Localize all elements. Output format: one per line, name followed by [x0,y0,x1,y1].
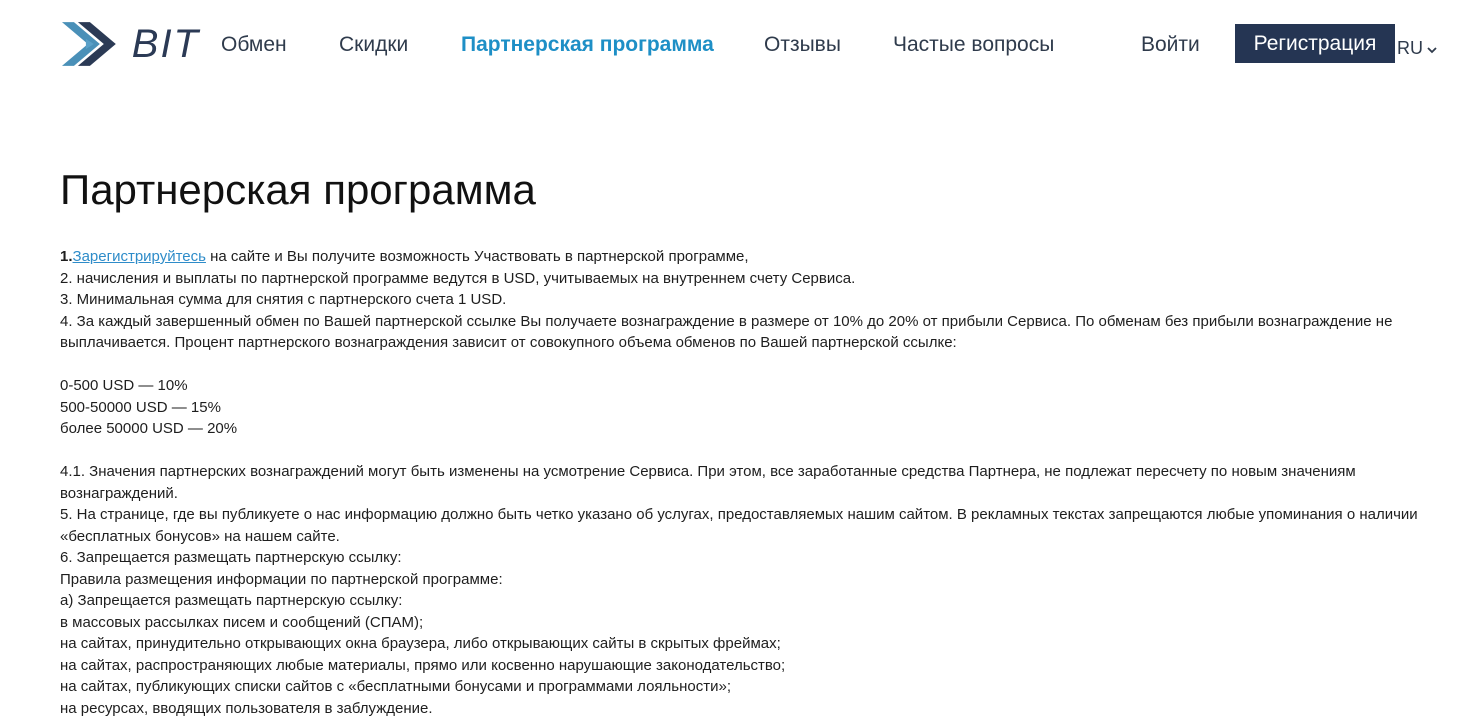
tier-item: 0-500 USD — 10% [60,377,188,394]
register-link[interactable]: Зарегистрируйтесь [72,248,206,265]
paragraph-1 [60,246,1455,268]
paragraph-1-text: на сайте и Вы получите возможность Участвовать в партнерской программе, [205,248,749,265]
language-selector[interactable] [1397,36,1437,60]
paragraph-4: 4. За каждый завершенный обмен по Вашей партнерской ссылке Вы получаете вознаграждение в размере от 10% до 20% от прибыли Сервиса. По обменам без прибыли вознаграждение не выплачивается. Процент партнерского вознаграждения зависит от совокупного объема обменов по Вашей партнерской ссылке: [60,312,1393,351]
chevron-down-icon [1427,36,1437,60]
page-title: Партнерская программа [60,166,536,213]
logo-x-icon [60,19,126,69]
rule-item: в массовых рассылках писем и сообщений (СПАМ); [60,613,424,631]
rule-item: на сайтах, распространяющих любые материалы, прямо или косвенно нарушающие законодательство; [60,656,786,674]
logo-text: BIT [131,22,200,66]
nav-item-exchange[interactable]: Обмен [221,33,287,56]
spacer [60,440,1455,462]
nav-item-reviews[interactable]: Отзывы [764,33,841,56]
rule-item: на ресурсах, вводящих пользователя в заблуждение. [60,699,433,717]
rule-item: на сайтах, принудительно открывающих окна браузера, либо открывающих сайты в скрытых фреймах; [60,635,781,652]
spacer [60,354,1455,376]
paragraph-4-1: 4.1. Значения партнерских вознаграждений могут быть изменены на усмотрение Сервиса. При этом, все заработанные средства Партнера, не подлежат пересчету по новым значениям вознаграждений. [60,463,1356,502]
login-link[interactable]: Войти [1141,33,1200,56]
logo[interactable] [60,19,200,69]
item-number: 1. [60,248,73,265]
nav-item-partner-program[interactable]: Партнерская программа [461,33,714,56]
paragraph-5: 5. На странице, где вы публикуете о нас информацию должно быть четко указано об услугах, предоставляемых нашим сайтом. В рекламных текстах запрещаются любые упоминания о наличии «бесплатных бонусов» на нашем сайте. [60,506,1418,545]
nav-item-faq[interactable]: Частые вопросы [893,33,1055,56]
site-header [0,0,1472,90]
paragraph-2: 2. начисления и выплаты по партнерской программе ведутся в USD, учитываемых на внутреннем счету Сервиса. [60,269,856,287]
register-button[interactable]: Регистрация [1235,24,1395,63]
tier-item: более 50000 USD — 20% [60,420,238,437]
language-label: RU [1397,38,1423,58]
tier-item: 500-50000 USD — 15% [60,398,221,416]
partner-program-content [60,246,1455,719]
rules-a: а) Запрещается размещать партнерскую ссылку: [60,592,403,609]
rule-item: на сайтах, публикующих списки сайтов с «бесплатными бонусами и программами лояльности»; [60,678,731,695]
paragraph-6: 6. Запрещается размещать партнерскую ссылку: [60,549,402,566]
nav-item-discounts[interactable]: Скидки [339,33,409,56]
paragraph-3: 3. Минимальная сумма для снятия с партнерского счета 1 USD. [60,291,507,308]
rules-title: Правила размещения информации по партнерской программе: [60,570,503,588]
